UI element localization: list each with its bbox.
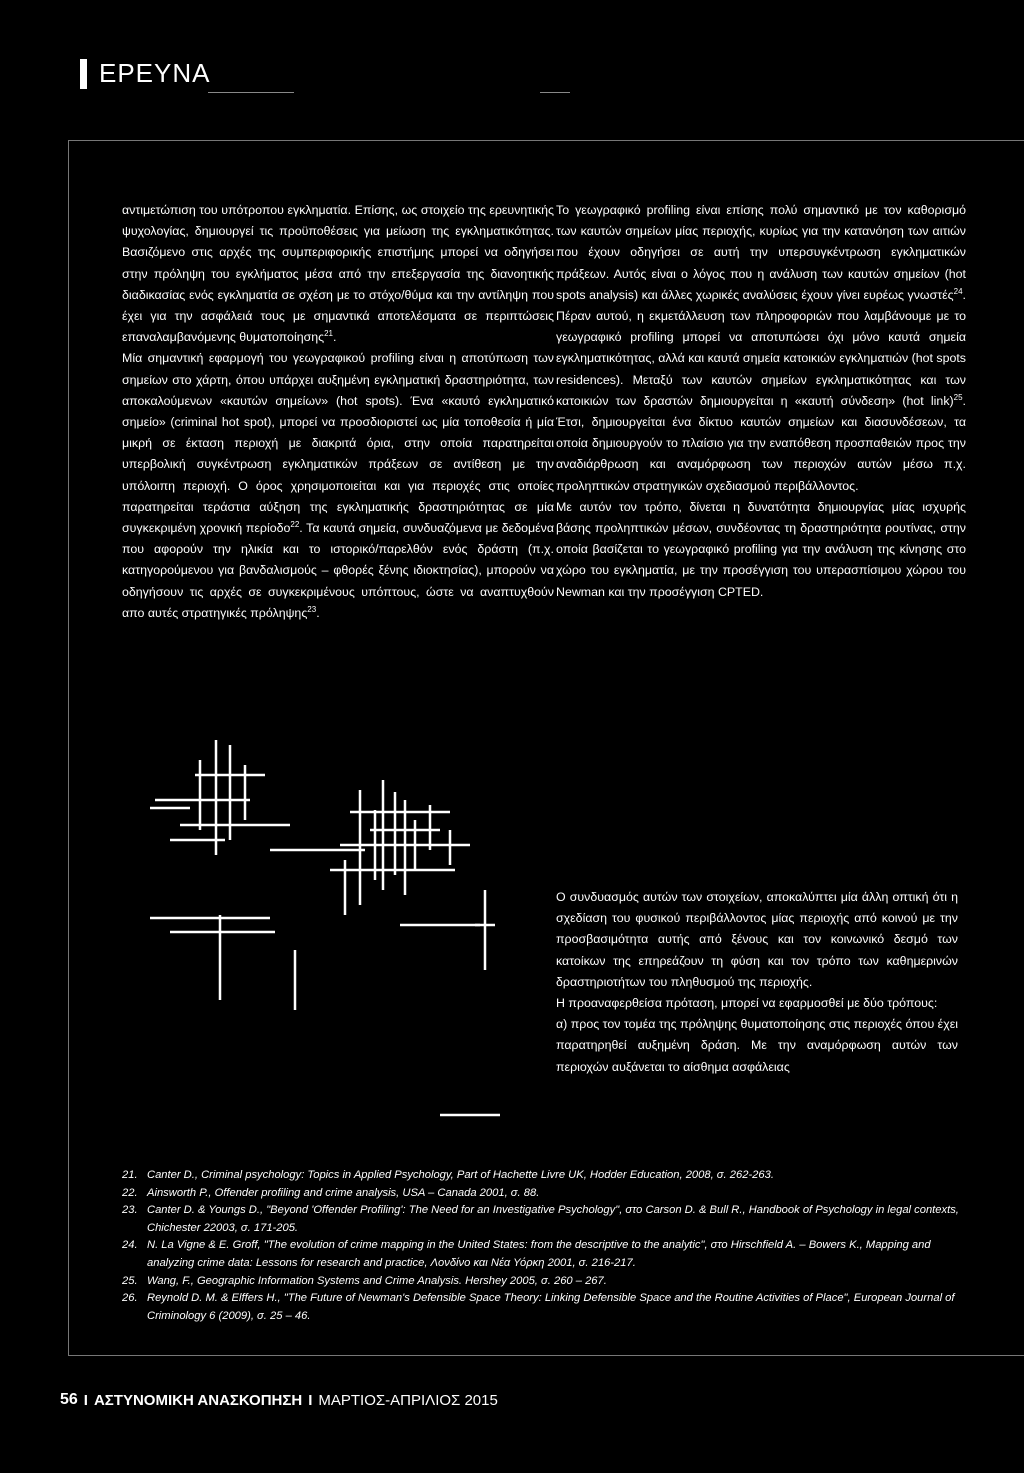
footnote-text: Canter D. & Youngs D., "Beyond 'Offender Profiling': The Need for an Investigative Psychology", στο Carson D. & Bull R., Handbook of Psychology in legal contexts, Chichester 22003, σ. 171-205. — [147, 1204, 959, 1234]
line-art-strokes — [150, 740, 500, 1115]
footnote-item — [122, 1185, 962, 1203]
footnote-number: 25. — [122, 1274, 138, 1287]
issue-date: ΜΑΡΤΙΟΣ-ΑΠΡΙΛΙΟΣ 2015 — [318, 1391, 498, 1409]
lower-paragraph-2: Η προαναφερθείσα πρόταση, μπορεί να εφαρμοσθεί με δύο τρόπους: — [556, 996, 938, 1011]
footnote-item — [122, 1273, 962, 1291]
footnote-number: 22. — [122, 1186, 138, 1199]
footnote-item — [122, 1202, 962, 1237]
footnote-ref[interactable]: 21 — [324, 329, 333, 339]
footnote-text: Wang, F., Geographic Information Systems and Crime Analysis. Hershey 2005, σ. 260 – 267. — [147, 1274, 607, 1287]
right-column — [556, 200, 966, 603]
footnote-text: N. La Vigne & E. Groff, "The evolution of crime mapping in the United States: from the descriptive to the analytic", στο Hirschfield A. – Bowers K., Mapping and analyzing crime data: Lessons for research and practice, Λονδίνο και Νέα Υόρκη 2001, σ. 216-217. — [147, 1239, 931, 1269]
page-number: 56 — [60, 1391, 78, 1408]
footer-separator: I — [308, 1391, 313, 1409]
lower-paragraph-1: Ο συνδυασμός αυτών των στοιχείων, αποκαλύπτει μία άλλη οπτική ότι η σχεδίαση του φυσικού περιβάλλοντος μίας περιοχής από κοινού με την προσβασιμότητα αυτής από ξένους και τον κοινωνικό δεσμό των κατοίκων της επηρεάζουν τη φύση και τον τρόπο των καθημερινών δραστηριοτήτων του πληθυσμού της περιοχής. — [556, 890, 958, 989]
header-rule-right — [540, 92, 570, 93]
footnote-ref[interactable]: 23 — [307, 604, 317, 614]
footnote-item — [122, 1237, 962, 1272]
lower-right-column — [556, 887, 958, 1078]
frame-top-rule — [68, 140, 1024, 141]
footnote-number: 24. — [122, 1239, 138, 1252]
frame-left-rule — [68, 140, 69, 1355]
left-column — [122, 200, 554, 624]
header-rule-left — [208, 92, 294, 93]
footer-separator: I — [83, 1391, 88, 1409]
left-paragraph-1: αντιμετώπιση του υπότροπου εγκληματία. Επίσης, ως στοιχείο της ερευνητικής ψυχολογίας, δημιουργεί τις προϋποθέσεις για μείωση της εγκληματικότητας. Βασιζόμενο στις αρχές της συμπεριφορικής επιστήμης μπορεί να οδηγήσει στην πρόληψη του εγκλήματος μέσα από την επεξεργασία της διανοητικής διαδικασίας ενός εγκληματία σε σχέση με το στόχο/θύμα και την αντίληψη που έχει για την ασφάλειά τους με σημαντικά αποτελέσματα σε περιπτώσεις επαναλαμβανόμενης θυματοποίησης$^{21}$. — [122, 203, 554, 345]
section-bar — [80, 59, 87, 89]
left-paragraph-2: Μία σημαντική εφαρμογή του γεωγραφικού profiling είναι η αποτύπωση των σημείων στο χάρτη, όπου υπάρχει αυξημένη εγκληματική δραστηριότητα, των αποκαλούμενων «καυτών σημείων» (hot spots). Ένα «καυτό εγκληματικό σημείο» (criminal hot spot), μπορεί να προσδιοριστεί ως μία τοποθεσία ή μία μικρή σε έκταση περιοχή με διακριτά όρια, στην οποία παρατηρείται υπερβολική συγκέντρωση εγκληματικών πράξεων σε αντίθεση με την υπόλοιπη περιοχή. Ο όρος χρησιμοποιείται και για περιοχές στις οποίες παρατηρείται τεράστια αύξηση της εγκληματικής δραστηριότητας σε μία συγκεκριμένη χρονική περίοδο$^{22}$. Τα καυτά σημεία, συνδυαζόμενα με δεδομένα που αφορούν την ηλικία και το ιστορικό/παρελθόν ενός δράστη (π.χ. κατηγορούμενου για βανδαλισμούς – φθορές ξένης ιδιοκτησίας), μπορούν να οδηγήσουν τις αρχές σε συγκεκριμένους υπόπτους, ώστε να αναπτυχθούν απο αυτές στρατηγικές πρόληψης$^{23}$. — [122, 351, 554, 620]
magazine-name: ΑΣΤΥΝΟΜΙΚΗ ΑΝΑΣΚΟΠΗΣΗ — [93, 1391, 303, 1409]
footnote-ref[interactable]: 25 — [953, 392, 963, 402]
footnote-text: Canter D., Criminal psychology: Topics in Applied Psychology, Part of Hachette Livre UK, Hodder Education, 2008, σ. 262-263. — [147, 1169, 774, 1181]
footnotes — [122, 1167, 962, 1325]
lower-paragraph-3: α) προς τον τομέα της πρόληψης θυματοποίησης στις περιοχές όπου έχει παρατηρηθεί αυξημένη δράση. Με την αναμόρφωση αυτών των περιοχών αυξάνεται το αίσθημα ασφάλειας — [556, 1017, 958, 1074]
right-paragraph-2: Με αυτόν τον τρόπο, δίνεται η δυνατότητα δημιουργίας μίας ισχυρής βάσης προληπτικών μέσων, συνδέοντας τη δραστηριότητα ρουτίνας, στην οποία βασίζεται το γεωγραφικό profiling για την ανάλυση της κίνησης στο χώρο του εγκληματία, με την προσέγγιση του υπερασπίσιμου χώρου του Newman και την προσέγγιση CPTED. — [556, 499, 966, 599]
footnote-number: 23. — [122, 1204, 138, 1217]
footnote-text: Reynold D. M. & Elffers H., "The Future of Newman's Defensible Space Theory: Linking Defensible Space and the Routine Activities of Place", European Journal of Criminology 6 (2009), σ. 25 – 46. — [147, 1292, 955, 1322]
section-header — [80, 58, 211, 89]
right-paragraph-1: Το γεωγραφικό profiling είναι επίσης πολύ σημαντικό με τον καθορισμό των καυτών σημείων μίας περιοχής, κυρίως για την κατανόηση των αιτιών που έχουν οδηγήσει σε αυτή την υπερσυγκέντρωση εγκληματικών πράξεων. Αυτός είναι ο λόγος που η ανάλυση των καυτών σημείων (hot spots analysis) και άλλες χωρικές αναλύσεις έχουν γίνει ευρέως γνωστές$^{24}$. Πέραν αυτού, η εκμετάλλευση των πληροφοριών που λαμβάνουμε με το γεωγραφικό profiling μπορεί να αποτυπώσει όχι μόνο καυτά σημεία εγκληματικότητας, αλλά και καυτά σημεία κατοικιών εγκληματιών (hot spots residences). Μεταξύ των καυτών σημείων εγκληματικότητας και των κατοικιών των δραστών δημιουργείται η «καυτή σύνδεση» (hot link)$^{25}$. Έτσι, δημιουργείται ένα δίκτυο καυτών σημείων και διασυνδέσεων, τα οποία δημιουργούν το πλαίσιο για την εναπόθεση προσπαθειών προς την αναδιάρθρωση και αναμόρφωση των περιοχών αυτών μέσω π.χ. προληπτικών στρατηγικών σχεδιασμού περιβάλλοντος. — [556, 203, 966, 493]
footnote-text: Ainsworth P., Offender profiling and crime analysis, USA – Canada 2001, σ. 88. — [147, 1186, 540, 1199]
frame-bottom-rule — [68, 1355, 1024, 1356]
footnote-number: 26. — [122, 1292, 138, 1305]
footnote-item — [122, 1167, 962, 1185]
section-title: ΕΡΕΥΝΑ — [99, 58, 211, 88]
footnote-item — [122, 1290, 962, 1325]
page-footer — [60, 1391, 498, 1409]
footnote-number: 21. — [122, 1169, 138, 1181]
footnote-ref[interactable]: 22 — [290, 519, 300, 529]
line-art-illustration — [150, 720, 550, 1140]
footnote-ref[interactable]: 24 — [953, 286, 963, 296]
